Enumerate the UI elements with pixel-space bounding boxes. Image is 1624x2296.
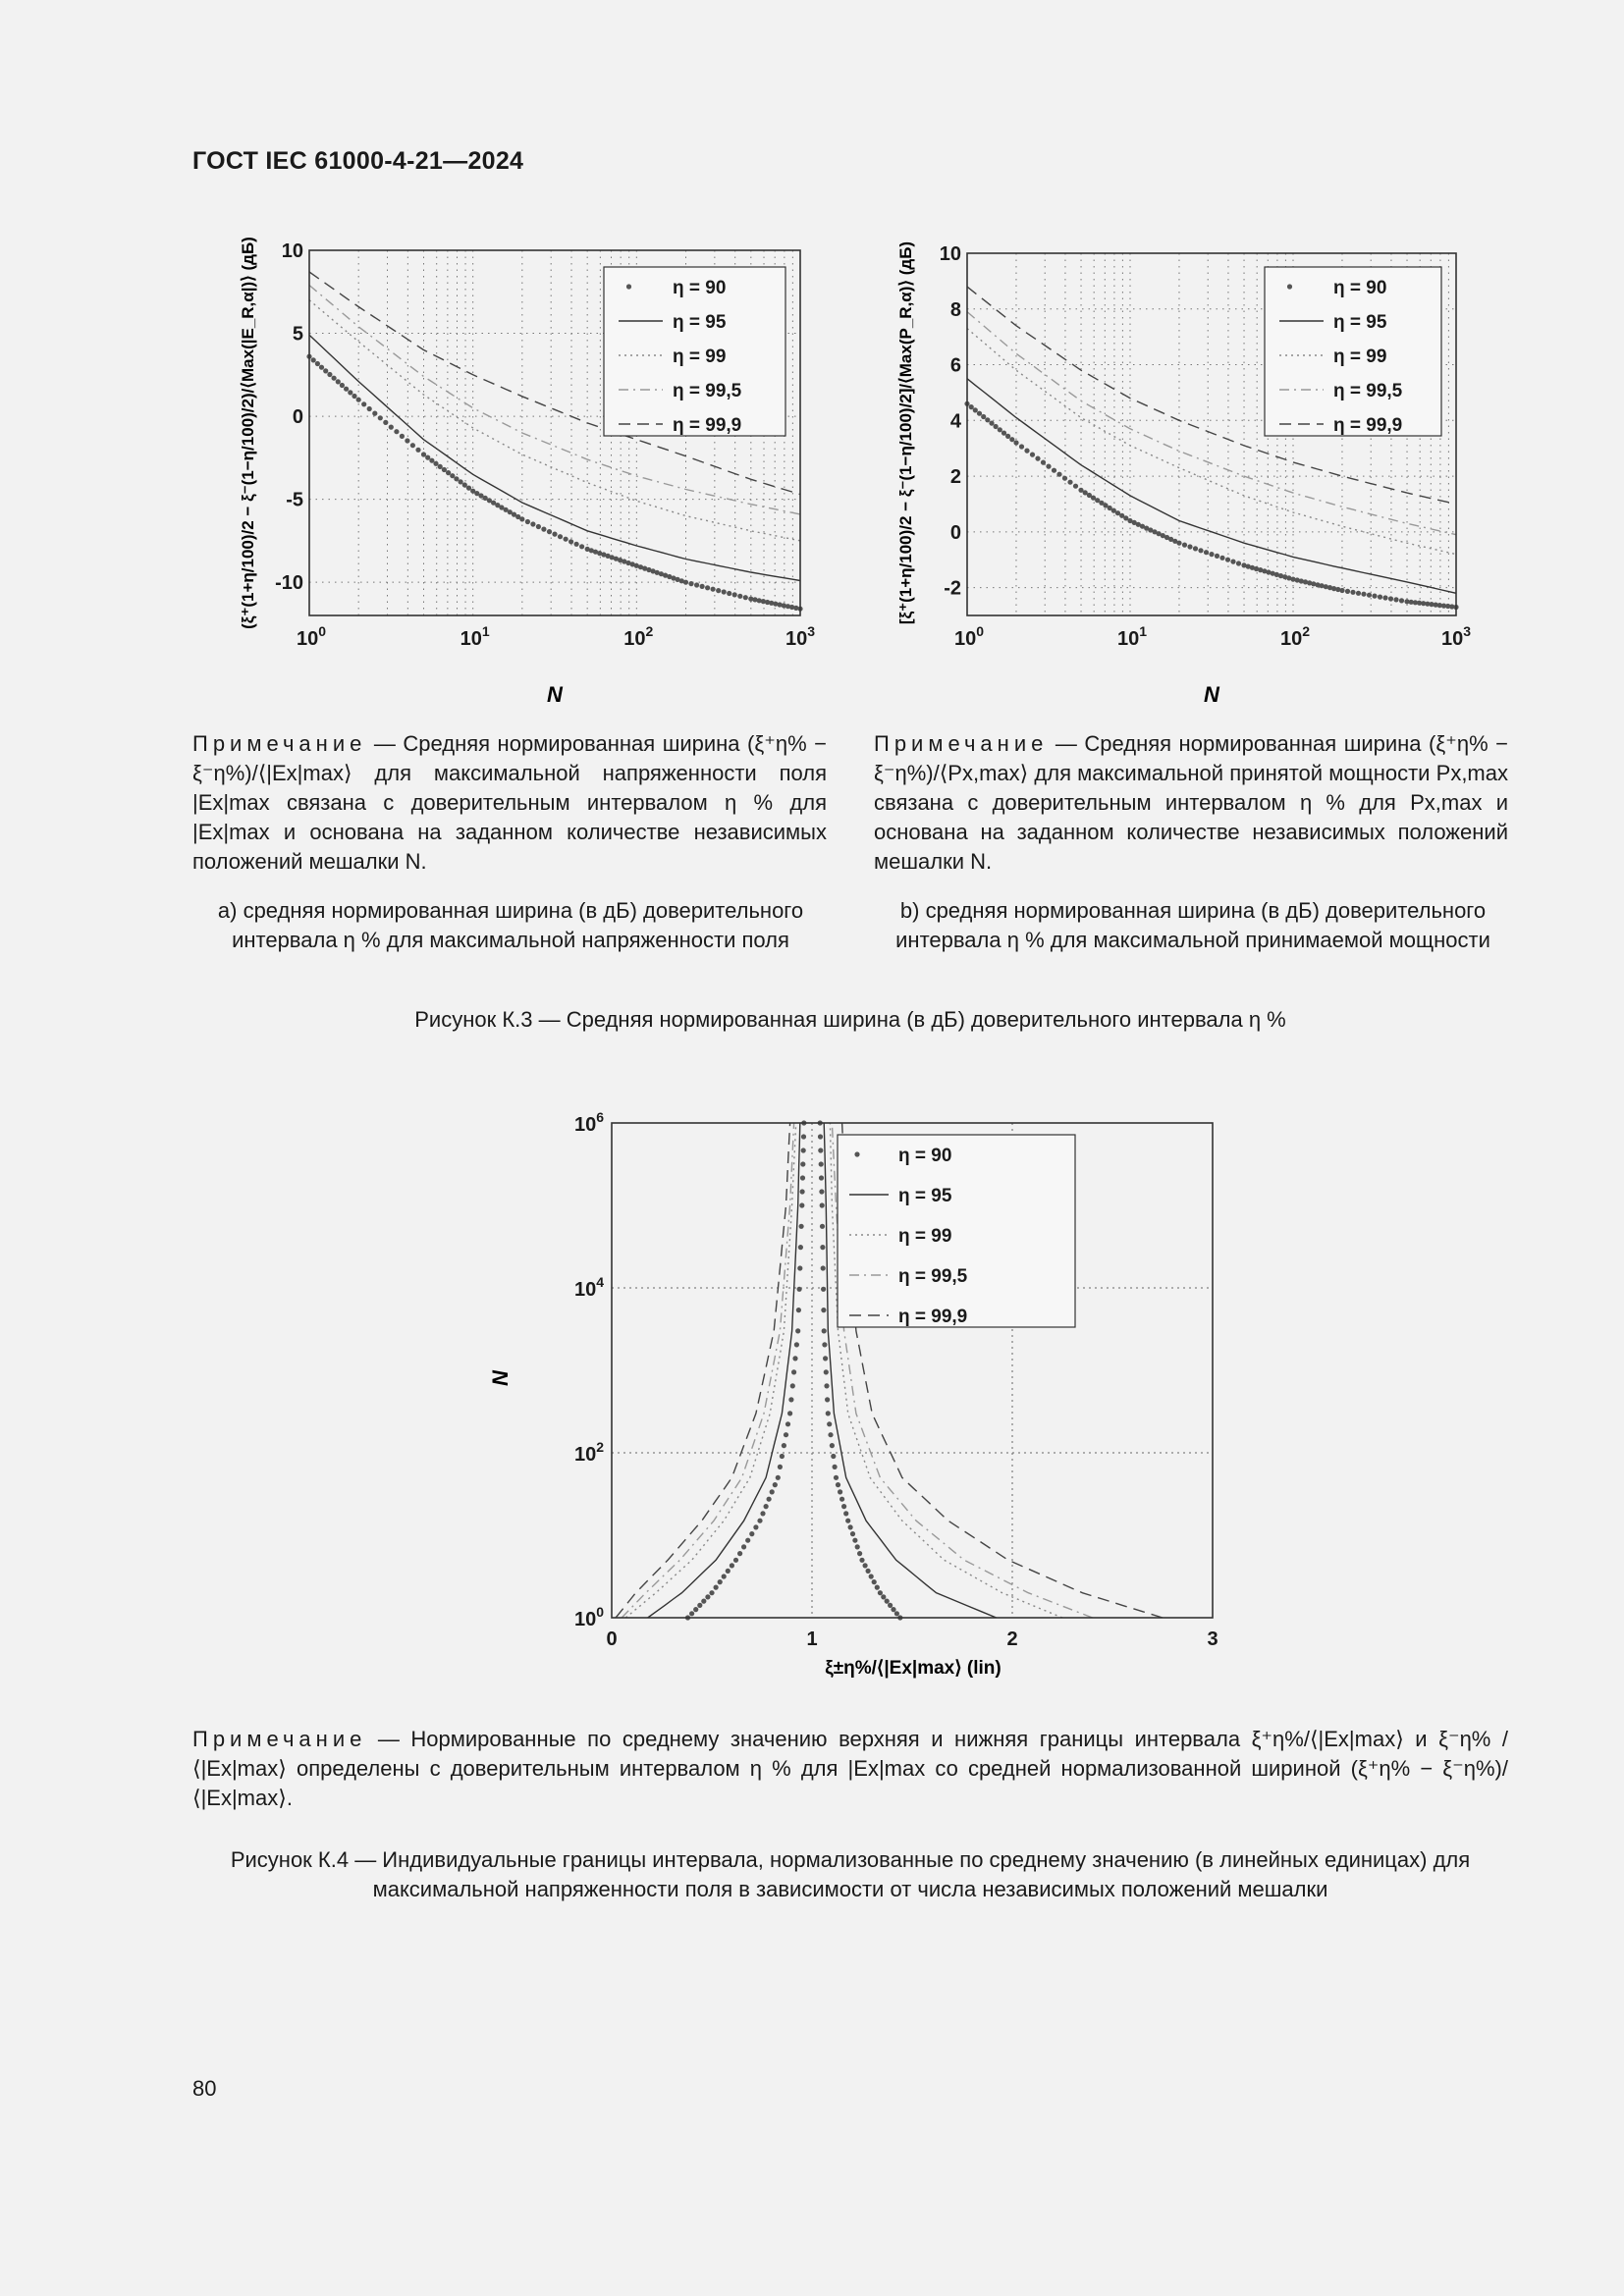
data-point [1067,480,1072,485]
data-point [827,1421,832,1426]
data-point [780,1454,785,1459]
data-point [323,368,328,373]
data-point [1001,431,1006,436]
data-point [454,476,459,481]
data-point [787,1411,792,1415]
data-point [733,1558,738,1563]
data-point [1035,456,1040,461]
legend-marker [1287,284,1292,289]
y-tick-label: 0 [292,406,303,429]
legend-marker [626,284,631,289]
data-point [1176,541,1181,546]
data-point [800,1161,805,1166]
data-point [839,1497,844,1502]
data-point [693,1607,698,1612]
data-point [372,411,377,416]
data-point [753,1524,758,1529]
data-point [694,582,699,587]
data-point [400,434,405,439]
data-point [462,482,467,487]
note-text: — Средняя нормированная ширина (ξ⁺η% − ξ⁻η%)/⟨|Ex|max⟩ для максимальной напряженности поля |Ex|max связана с доверительным интервалом η % для |Ex|max и основана на заданном количестве независимых положений мешалки N. [192,731,827,874]
data-point [800,1175,805,1180]
x-axis-label: N [1204,682,1219,707]
data-point [429,458,434,463]
y-tick-label: 5 [292,323,303,346]
data-point [466,486,471,491]
data-point [442,467,447,472]
x-tick-label: 1 [806,1629,818,1650]
data-point [800,1189,805,1194]
data-point [831,1454,836,1459]
data-point [425,455,430,460]
figure-k4-title: Рисунок К.4 — Индивидуальные границы интервала, нормализованные по среднему значению (в линейных единицах) для максимальной напряженности поля в зависимости от числа независимых положений мешалки [230,1847,1471,1901]
data-point [799,1224,804,1229]
data-point [788,1397,793,1402]
data-point [878,1590,883,1595]
data-point [848,1524,853,1529]
data-point [1193,546,1198,551]
data-point [749,1531,754,1536]
data-point [1013,440,1018,445]
data-point [795,1328,800,1333]
data-point [881,1594,886,1599]
data-point [770,1489,775,1494]
legend-label: η = 95 [673,312,727,333]
data-point [994,424,999,429]
legend [1265,267,1441,436]
data-point [845,1519,850,1523]
data-point [841,1504,846,1509]
data-point [367,406,372,411]
x-axis-label: N [547,682,563,707]
data-point [1378,595,1382,600]
data-point [977,411,982,416]
data-point [705,585,710,590]
data-point [790,1383,795,1388]
x-tick-label: 3 [1207,1629,1218,1650]
note-lead: Примечание [192,1727,367,1751]
data-point [1046,464,1051,469]
data-point [1030,453,1035,457]
data-point [833,1465,838,1469]
data-point [1041,460,1046,465]
data-point [1219,556,1224,561]
legend-marker [854,1151,859,1156]
series-line-η = 99,9-lower_x [616,1123,790,1618]
data-point [825,1397,830,1402]
document-header: ГОСТ IEC 61000-4-21—2024 [192,147,524,175]
data-point [709,1590,714,1595]
data-point [782,1443,786,1448]
figure-k3-title: Рисунок К.3 — Средняя нормированная ширина (в дБ) доверительного интервала η % [414,1007,1286,1032]
x-tick-label: $10^2$ [1279,623,1311,650]
data-point [778,1465,783,1469]
y-axis-label: (ξ⁺(1+η/100)/2 − ξ⁻(1−η/100)/2)/⟨Max(|E_R,α|)⟩ (дБ) [239,237,257,629]
data-point [1009,437,1014,442]
legend-label: η = 99,9 [1333,415,1403,436]
data-point [718,1579,723,1584]
data-point [737,1551,742,1556]
data-point [985,417,990,422]
data-point [389,425,394,430]
data-point [784,1432,788,1437]
data-point [446,470,451,475]
data-point [558,534,563,539]
data-point [872,1579,877,1584]
data-point [836,1482,840,1487]
data-point [834,1475,839,1480]
data-point [801,1134,806,1139]
data-point [336,379,341,384]
data-point [791,1369,796,1374]
data-point [824,1369,829,1374]
series-line-η = 99-lower_x [625,1123,795,1618]
data-point [315,361,320,366]
y-axis-label: N [488,1370,513,1386]
x-tick-label: 0 [606,1629,618,1650]
y-tick-label: 10 [939,243,961,265]
data-point [819,1189,824,1194]
legend-label: η = 90 [1333,278,1387,298]
data-point [711,587,716,592]
data-point [796,1308,801,1312]
legend-label: η = 99,5 [1333,381,1403,401]
data-point [1209,552,1214,557]
data-point [1056,472,1061,477]
y-tick-label: 8 [949,298,961,321]
data-point [1350,590,1355,595]
data-point [356,398,361,402]
legend-label: η = 95 [1333,312,1387,333]
data-point [820,1202,825,1207]
data-point [1062,476,1067,481]
data-point [741,1544,746,1549]
data-point [799,1202,804,1207]
legend-label: η = 95 [898,1186,952,1206]
data-point [689,1611,694,1616]
note-text: — Нормированные по среднему значению верхняя и нижняя границы интервала ξ⁺η%/⟨|Ex|max⟩ и ξ⁻η% /⟨|Ex|max⟩ определены с доверительным интервалом η % для |Ex|max со средней нормализованной шириной (ξ⁺η% − ξ⁻η%)/⟨|Ex|max⟩. [192,1727,1508,1810]
note-text: — Средняя нормированная ширина (ξ⁺η% − ξ⁻η%)/⟨Px,max⟩ для максимальной принятой мощности Px,max связана с доверительным интервалом η % для Px,max и основана на заданном количестве независимых положений мешалки N. [874,731,1508,874]
note-k4 [192,1725,1508,1813]
y-tick-label: 2 [949,466,961,489]
data-point [344,387,349,392]
data-point [1388,596,1393,601]
data-point [797,1265,802,1270]
data-point [1182,543,1187,548]
data-point [730,1563,734,1568]
data-point [801,1148,806,1152]
data-point [828,1432,833,1437]
data-point [859,1558,864,1563]
x-tick-label: $10^0$ [953,623,985,650]
data-point [568,539,573,544]
data-point [732,592,737,597]
chart-k3b [884,236,1483,707]
data-point [838,1489,842,1494]
y-tick-label: -10 [275,572,303,595]
data-point [348,390,352,395]
data-point [697,1603,702,1608]
data-point [869,1574,874,1578]
caption-k3a: а) средняя нормированная ширина (в дБ) доверительного интервала η % для максимальной напряженности поля [217,898,804,952]
data-point [792,1356,797,1361]
data-point [327,372,332,377]
y-tick-label: $10^0$ [573,1604,604,1630]
data-point [764,1504,769,1509]
data-point [1073,484,1078,489]
data-point [726,1569,731,1574]
data-point [579,544,584,549]
data-point [1399,598,1404,603]
data-point [821,1265,826,1270]
data-point [852,1538,857,1543]
data-point [332,376,337,381]
data-point [421,452,426,456]
x-tick-label: $10^1$ [460,623,490,650]
data-point [830,1443,835,1448]
data-point [383,420,388,425]
data-point [797,1287,802,1292]
legend-label: η = 90 [898,1146,952,1166]
data-point [722,589,727,594]
y-tick-label: -2 [944,577,961,600]
data-point [855,1544,860,1549]
legend-label: η = 99 [1333,347,1387,367]
x-tick-label: $10^3$ [785,623,816,650]
data-point [1356,591,1361,596]
data-point [683,580,688,585]
data-point [821,1308,826,1312]
data-point [823,1356,828,1361]
data-point [773,1482,778,1487]
legend-label: η = 90 [673,278,727,298]
data-point [888,1603,893,1608]
data-point [1372,594,1377,599]
data-point [798,1245,803,1250]
y-tick-label: $10^6$ [573,1109,604,1136]
legend-box [838,1135,1075,1327]
legend-label: η = 99 [673,347,727,367]
data-point [824,1383,829,1388]
caption-k3b: b) средняя нормированная ширина (в дБ) доверительного интервала η % для максимальной принимаемой мощности [895,898,1490,952]
note-lead: Примечание [192,731,367,756]
data-point [727,591,731,596]
data-point [1187,544,1192,549]
data-point [1052,468,1056,473]
y-axis-label: [ξ⁺(1+η/100)/2 − ξ⁻(1−η/100)/2]/⟨Max(P_R,α)⟩ (дБ) [896,240,915,625]
data-point [574,542,579,547]
data-point [700,584,705,589]
data-point [564,537,568,542]
data-point [743,595,748,600]
data-point [866,1569,871,1574]
data-point [1361,592,1366,597]
y-tick-label: 10 [281,240,303,262]
data-point [394,429,399,434]
legend-label: η = 99,5 [898,1266,968,1287]
data-point [714,1585,719,1590]
data-point [1198,548,1203,553]
data-point [319,365,324,370]
data-point [716,588,721,593]
note-lead: Примечание [874,731,1049,756]
data-point [1382,595,1387,600]
legend [838,1135,1075,1327]
data-point [819,1161,824,1166]
x-tick-label: $10^1$ [1116,623,1148,650]
data-point [519,516,524,521]
data-point [989,421,994,426]
note-k3b [874,729,1508,877]
x-tick-label: $10^2$ [623,623,654,650]
data-point [1019,444,1024,449]
data-point [525,519,530,524]
data-point [459,479,463,484]
y-tick-label: -5 [286,489,303,511]
data-point [1230,560,1235,564]
data-point [820,1245,825,1250]
data-point [536,524,541,529]
data-point [701,1599,706,1604]
data-point [757,1519,762,1523]
data-point [776,1475,781,1480]
data-point [850,1531,855,1536]
legend-label: η = 99 [898,1226,952,1247]
x-axis-label: ξ±η%/⟨|Ex|max⟩ (lin) [825,1658,1001,1679]
y-tick-label: $10^2$ [573,1439,604,1466]
legend-label: η = 99,9 [673,415,742,436]
data-point [1393,597,1398,602]
data-point [722,1574,727,1578]
data-point [863,1563,868,1568]
page-number: 80 [192,2076,217,2101]
data-point [973,407,978,412]
y-tick-label: 6 [949,354,961,377]
y-tick-label: 4 [949,410,961,433]
data-point [410,443,415,448]
legend-label: η = 99,9 [898,1307,968,1327]
data-point [340,383,345,388]
data-point [820,1224,825,1229]
data-point [875,1585,880,1590]
x-tick-label: $10^0$ [296,623,327,650]
series-line-η = 95-lower_x [648,1123,800,1618]
series-line-η = 99,5-lower_x [622,1123,793,1618]
legend [604,267,785,436]
data-point [1005,434,1010,439]
data-point [826,1411,831,1415]
data-point [891,1607,895,1612]
data-point [1225,558,1230,562]
data-point [737,594,742,599]
data-point [819,1175,824,1180]
data-point [998,427,1002,432]
legend-label: η = 99,5 [673,381,742,401]
data-point [450,473,455,478]
data-point [352,394,356,399]
data-point [552,532,557,537]
note-k3a [192,729,827,877]
data-point [405,438,409,443]
data-point [1215,554,1219,559]
data-point [822,1342,827,1347]
data-point [822,1328,827,1333]
data-point [818,1148,823,1152]
data-point [361,401,366,406]
data-point [438,464,443,469]
y-tick-label: 0 [949,521,961,544]
data-point [433,461,438,466]
data-point [1339,588,1344,593]
data-point [745,1538,750,1543]
data-point [705,1594,710,1599]
data-point [415,448,420,453]
x-tick-label: $10^3$ [1440,623,1472,650]
data-point [541,527,546,532]
data-point [767,1497,772,1502]
data-point [688,581,693,586]
data-point [894,1611,899,1616]
data-point [547,529,552,534]
data-point [821,1287,826,1292]
data-point [760,1511,765,1516]
data-point [818,1134,823,1139]
data-point [857,1551,862,1556]
data-point [981,414,986,419]
y-tick-label: $10^4$ [573,1274,604,1301]
data-point [843,1511,848,1516]
data-point [311,357,316,362]
x-tick-label: 2 [1006,1629,1018,1650]
data-point [969,404,974,409]
data-point [1024,449,1029,454]
data-point [885,1599,890,1604]
data-point [1204,550,1209,555]
data-point [794,1342,799,1347]
data-point [378,415,383,420]
chart-k4 [481,1099,1237,1698]
data-point [1236,561,1241,565]
data-point [1345,589,1350,594]
data-point [1367,593,1372,598]
chart-k3a [226,236,825,707]
data-point [785,1421,790,1426]
data-point [530,521,535,526]
